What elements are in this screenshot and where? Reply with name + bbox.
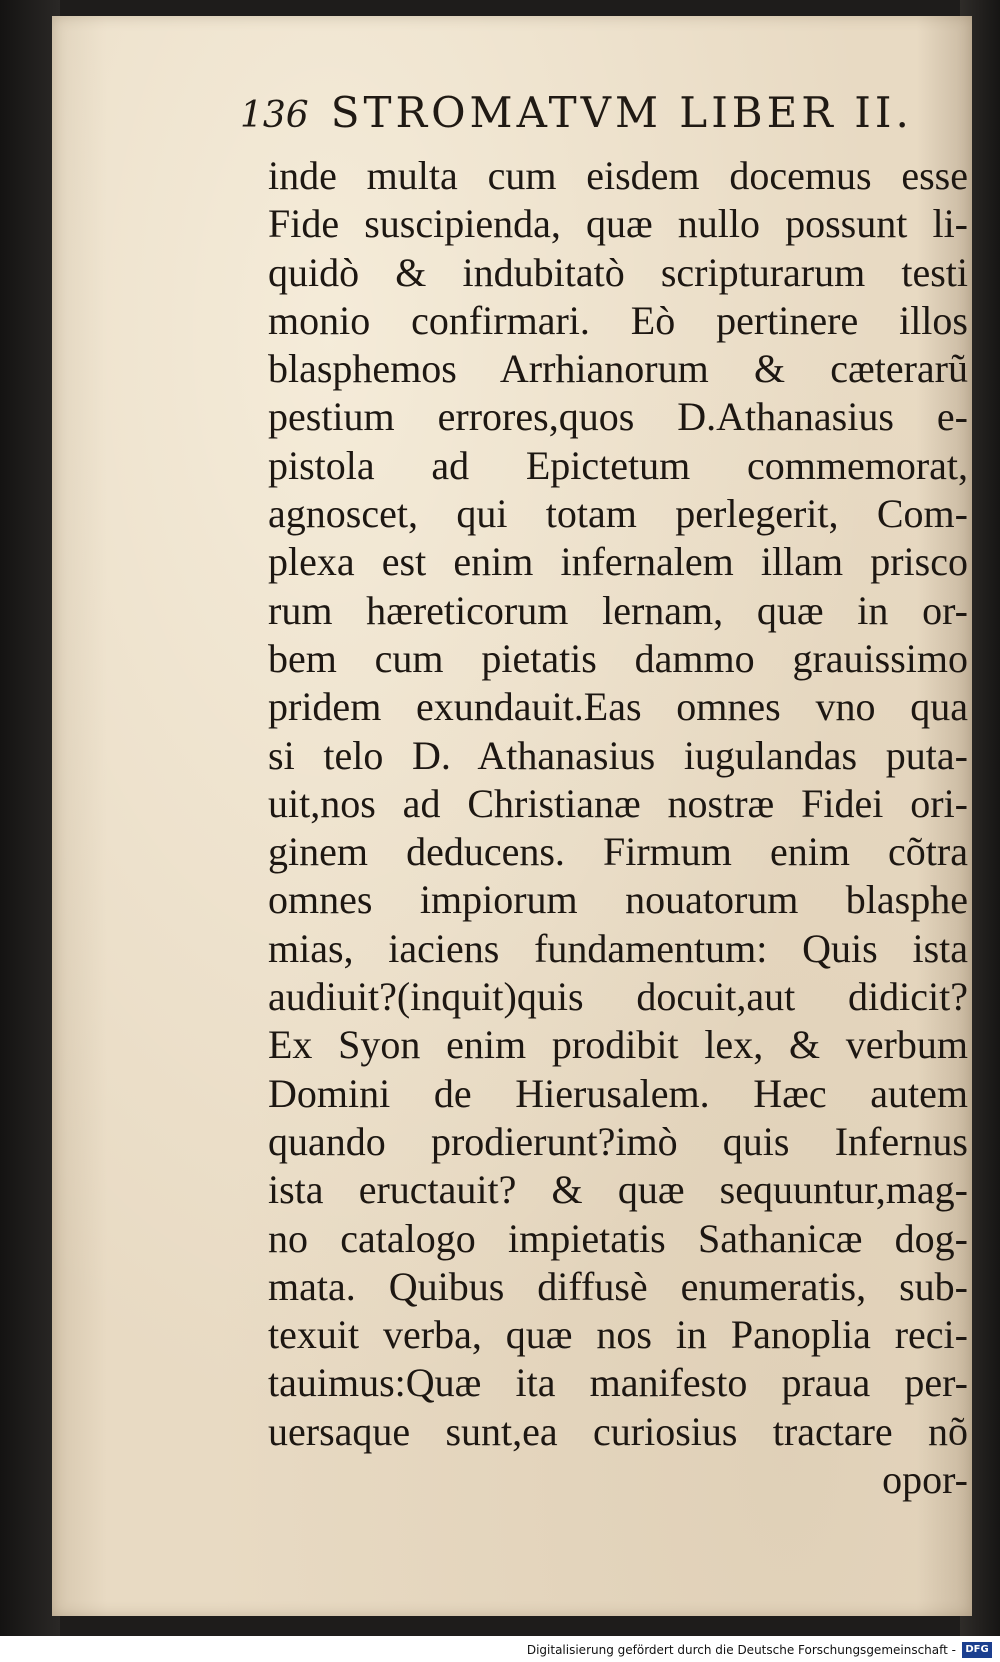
dfg-logo-icon: DFG: [962, 1642, 992, 1658]
text-line: si telo D. Athanasius iugulandas puta-: [268, 732, 968, 778]
scan-background-left: [0, 0, 60, 1662]
text-line: texuit verba, quæ nos in Panoplia reci-: [268, 1312, 968, 1358]
text-line: quando prodierunt?imò quis Infernus: [268, 1118, 968, 1164]
text-line: rum hæreticorum lernam, quæ in or-: [268, 587, 968, 633]
text-line: Domini de Hierusalem. Hæc autem: [268, 1070, 968, 1116]
text-line: uersaque sunt,ea curiosius tractare nõ: [268, 1408, 968, 1454]
text-line: quidò & indubitatò scripturarum testi: [268, 249, 968, 295]
text-line: omnes impiorum nouatorum blasphe: [268, 877, 968, 923]
text-line: uit,nos ad Christianæ nostræ Fidei ori-: [268, 780, 968, 826]
text-line: Fide suscipienda, quæ nullo possunt li-: [268, 201, 968, 247]
digitization-footer: [0, 1636, 1000, 1662]
text-line: ista eructauit? & quæ sequuntur,mag-: [268, 1167, 968, 1213]
text-line: pistola ad Epictetum commemorat,: [268, 442, 968, 488]
text-line: audiuit?(inquit)quis docuit,aut didicit?: [268, 974, 968, 1020]
page-header: [240, 88, 940, 152]
text-line: pestium errores,quos D.Athanasius e-: [268, 394, 968, 440]
text-line: agnoscet, qui totam perlegerit, Com-: [268, 491, 968, 537]
text-line: inde multa cum eisdem docemus esse: [268, 153, 968, 198]
text-line: mias, iaciens fundamentum: Quis ista: [268, 925, 968, 971]
text-line: ginem deducens. Firmum enim cõtra: [268, 829, 968, 875]
text-line: plexa est enim infernalem illam prisco: [268, 539, 968, 585]
text-line: blasphemos Arrhianorum & cæterarũ: [268, 346, 968, 392]
catchword: opor-: [882, 1457, 968, 1503]
footer-credit: Digitalisierung gefördert durch die Deutsche Forschungsgemeinschaft -: [526, 1643, 956, 1657]
body-text: [268, 152, 968, 1504]
text-line: monio confirmari. Eò pertinere illos: [268, 297, 968, 343]
running-title: STROMATVM LIBER II.: [330, 88, 913, 137]
text-line: bem cum pietatis dammo grauissimo: [268, 635, 968, 681]
page-number: 136: [240, 95, 309, 136]
text-line: Ex Syon enim prodibit lex, & verbum: [268, 1022, 968, 1068]
text-line: tauimus:Quæ ita manifesto praua per-: [268, 1360, 968, 1406]
text-line: no catalogo impietatis Sathanicæ dog-: [268, 1215, 968, 1261]
text-line: pridem exundauit.Eas omnes vno qua: [268, 684, 968, 730]
text-line: mata. Quibus diffusè enumeratis, sub-: [268, 1263, 968, 1309]
